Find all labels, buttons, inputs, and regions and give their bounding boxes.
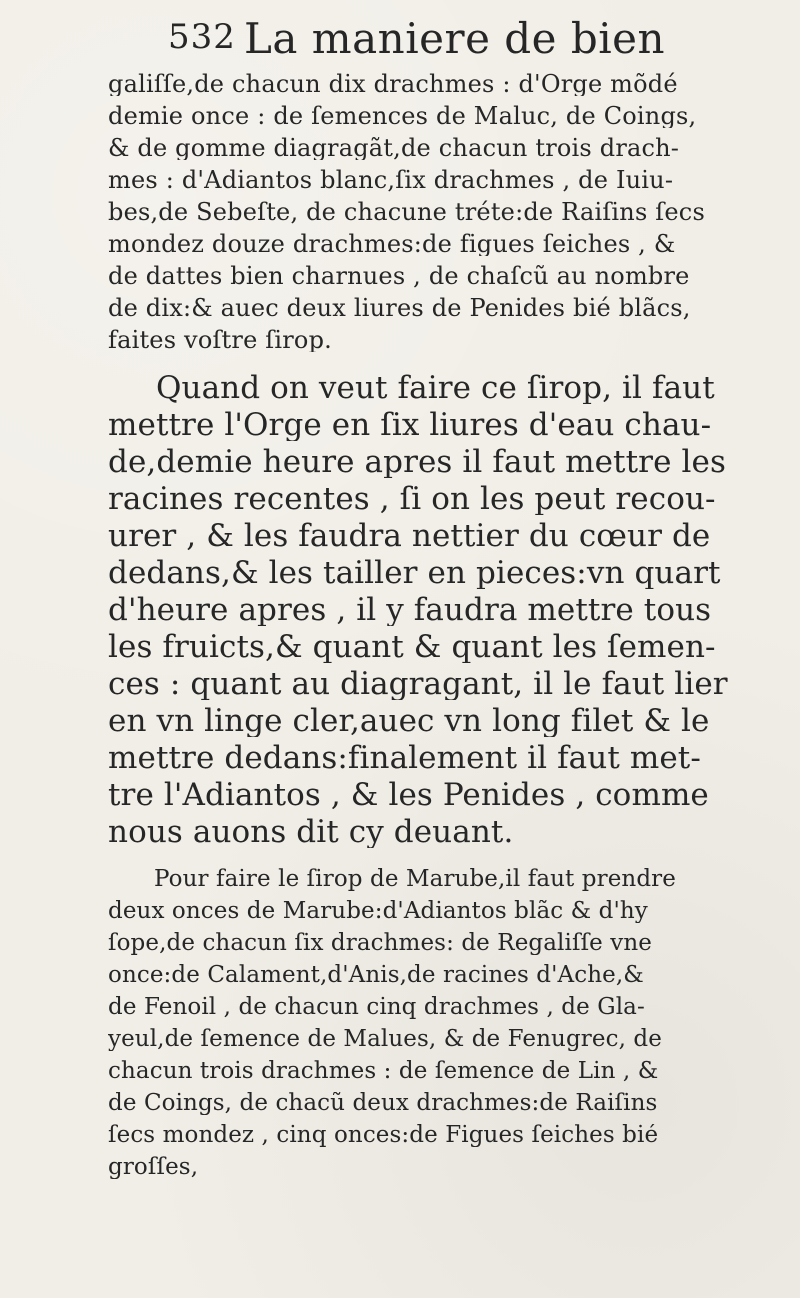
paragraph-3-line-8: de Coings, de chacũ deux drachmes:de Raiſins: [108, 1092, 658, 1115]
paragraph-2-line-5: urer , & les faudra nettier du cœur de: [108, 521, 711, 552]
page-number: 532: [168, 17, 236, 57]
paragraph-2-line-10: en vn linge cler,auec vn long filet & le: [108, 706, 710, 737]
paragraph-3-line-5: de Fenoil , de chacun cinq drachmes , de Gla-: [108, 996, 645, 1019]
paragraph-1-line-7: de dattes bien charnues , de chaſcũ au nombre: [108, 264, 690, 288]
running-head: La maniere de bien: [244, 14, 666, 63]
paragraph-3-line-6: yeul,de ſemence de Malues, & de Fenugrec, de: [108, 1028, 662, 1051]
paragraph-3-line-2: deux onces de Marube:d'Adiantos blãc & d'hy: [108, 900, 648, 923]
paragraph-2-line-4: racines recentes , ſi on les peut recou-: [108, 484, 716, 515]
paragraph-1-line-9: faites voſtre ſirop.: [108, 328, 332, 352]
paragraph-1-line-8: de dix:& auec deux liures de Penides bié blãcs,: [108, 296, 691, 320]
paragraph-1-line-6: mondez douze drachmes:de figues ſeiches , &: [108, 232, 676, 256]
paragraph-2-line-2: mettre l'Orge en ſix liures d'eau chau-: [108, 410, 712, 441]
paragraph-3-line-3: ſope,de chacun ſix drachmes: de Regaliſſe vne: [108, 932, 653, 955]
paragraph-1-line-5: bes,de Sebeſte, de chacune tréte:de Raiſins ſecs: [108, 200, 705, 224]
paragraph-2-line-13: nous auons dit cy deuant.: [108, 817, 514, 848]
paragraph-2-line-8: les fruicts,& quant & quant les ſemen-: [108, 632, 716, 663]
paragraph-3-line-7: chacun trois drachmes : de ſemence de Lin , &: [108, 1060, 659, 1083]
paragraph-3-line-9: ſecs mondez , cinq onces:de Figues ſeiches bié: [108, 1124, 659, 1147]
paragraph-3-line-4: once:de Calament,d'Anis,de racines d'Ache,&: [108, 964, 644, 987]
paragraph-2-line-9: ces : quant au diagragant, il le faut lier: [108, 669, 728, 700]
paragraph-2-line-12: tre l'Adiantos , & les Penides , comme: [108, 780, 709, 811]
paragraph-3-line-1: Pour faire le ſirop de Marube,il faut prendre: [154, 868, 676, 891]
paragraph-2-line-11: mettre dedans:finalement il faut met-: [108, 743, 701, 774]
paragraph-1-line-1: galiſſe,de chacun dix drachmes : d'Orge mõdé: [108, 72, 678, 96]
paragraph-2-line-1: Quand on veut faire ce ſirop, il faut: [156, 373, 715, 404]
paragraph-1-line-2: demie once : de ſemences de Maluc, de Coings,: [108, 104, 697, 128]
paragraph-3-line-10: groſſes,: [108, 1156, 199, 1179]
paragraph-2-line-7: d'heure apres , il y faudra mettre tous: [108, 595, 712, 626]
paragraph-2-line-3: de,demie heure apres il faut mettre les: [108, 447, 726, 478]
paragraph-1-line-3: & de gomme diagragãt,de chacun trois drach-: [108, 136, 680, 160]
paragraph-2-line-6: dedans,& les tailler en pieces:vn quart: [108, 558, 721, 589]
paragraph-1-line-4: mes : d'Adiantos blanc,ſix drachmes , de Iuiu-: [108, 168, 674, 192]
